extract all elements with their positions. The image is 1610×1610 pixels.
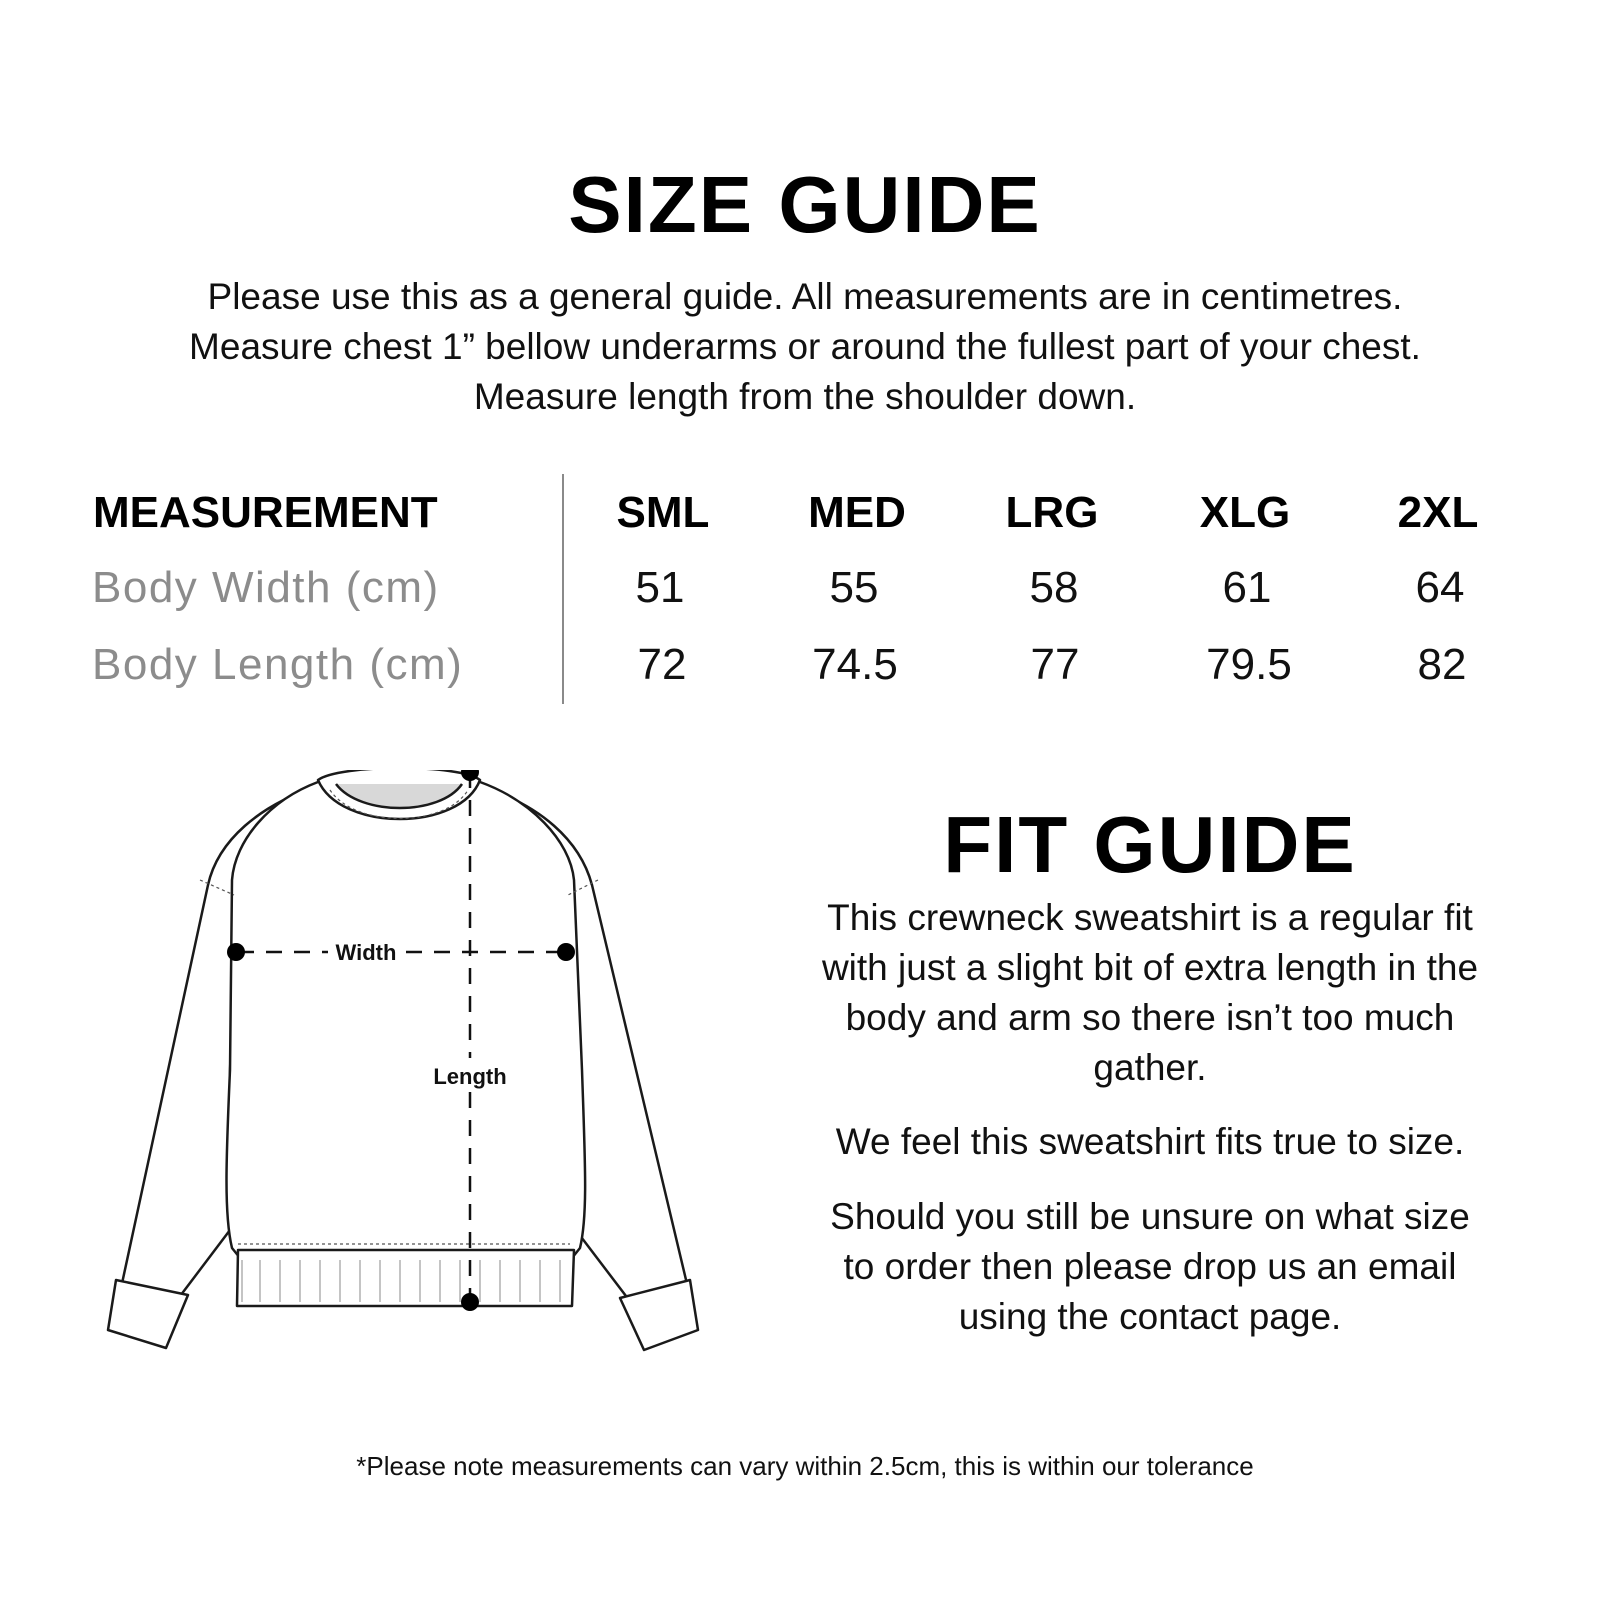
fit-paragraph-1 bbox=[770, 893, 1530, 1093]
fit-paragraph-3-line: Should you still be unsure on what size bbox=[830, 1196, 1470, 1237]
table-cell: 82 bbox=[1417, 640, 1467, 689]
fit-paragraph-1-line: gather. bbox=[1093, 1047, 1207, 1088]
table-cell: 61 bbox=[1222, 563, 1272, 612]
tolerance-footnote: *Please note measurements can vary within 2.5cm, this is within our tolerance bbox=[356, 1451, 1254, 1481]
intro-line-3: Measure length from the shoulder down. bbox=[473, 376, 1137, 417]
fit-paragraph-1-line: This crewneck sweatshirt is a regular fit bbox=[827, 897, 1473, 938]
width-label: Width bbox=[335, 940, 397, 965]
page-title: SIZE GUIDE bbox=[568, 160, 1042, 249]
waistband bbox=[237, 1250, 574, 1306]
intro-line-1: Please use this as a general guide. All measurements are in centimetres. bbox=[207, 276, 1403, 317]
table-divider bbox=[562, 474, 564, 704]
table-cell: 51 bbox=[635, 563, 685, 612]
length-label: Length bbox=[433, 1064, 507, 1089]
measurement-header: MEASUREMENT bbox=[93, 488, 438, 537]
fit-paragraph-3 bbox=[770, 1192, 1530, 1342]
body-outline bbox=[227, 782, 586, 1258]
table-cell: 55 bbox=[829, 563, 879, 612]
fit-guide-title: FIT GUIDE bbox=[943, 800, 1357, 889]
table-cell: 79.5 bbox=[1206, 640, 1292, 689]
sweatshirt-diagram bbox=[100, 770, 720, 1410]
size-header-xlg: XLG bbox=[1199, 488, 1291, 537]
table-cell: 64 bbox=[1415, 563, 1465, 612]
width-point-left bbox=[227, 943, 245, 961]
size-header-med: MED bbox=[808, 488, 906, 537]
fit-paragraph-1-line: with just a slight bit of extra length in the bbox=[821, 947, 1479, 988]
length-point-bottom bbox=[461, 1293, 479, 1311]
fit-paragraph-3-line: to order then please drop us an email bbox=[843, 1246, 1457, 1287]
table-cell: 74.5 bbox=[812, 640, 898, 689]
intro-text bbox=[0, 272, 1610, 422]
table-cell: 77 bbox=[1030, 640, 1080, 689]
size-header-lrg: LRG bbox=[1005, 488, 1099, 537]
fit-paragraph-3-line: using the contact page. bbox=[958, 1296, 1342, 1337]
table-cell: 72 bbox=[637, 640, 687, 689]
row-label-body-length: Body Length (cm) bbox=[92, 640, 464, 689]
fit-paragraph-2: We feel this sweatshirt fits true to size. bbox=[835, 1121, 1465, 1162]
size-header-2xl: 2XL bbox=[1397, 488, 1479, 537]
size-header-sml: SML bbox=[616, 488, 710, 537]
table-cell: 58 bbox=[1029, 563, 1079, 612]
fit-paragraph-1-line: body and arm so there isn’t too much bbox=[845, 997, 1455, 1038]
row-label-body-width: Body Width (cm) bbox=[92, 563, 440, 612]
intro-line-2: Measure chest 1” bellow underarms or around the fullest part of your chest. bbox=[189, 326, 1421, 367]
width-point-right bbox=[557, 943, 575, 961]
